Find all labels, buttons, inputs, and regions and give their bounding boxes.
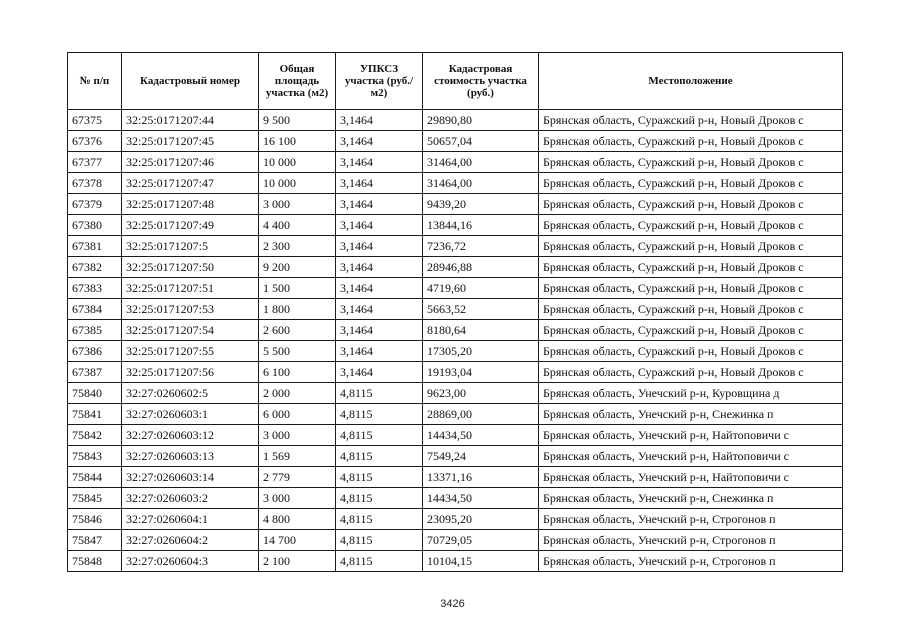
cell-area: 14 700 [259, 530, 336, 551]
cell-cadastral-cost: 29890,80 [423, 110, 539, 131]
cell-cadastral-number: 32:25:0171207:54 [122, 320, 259, 341]
table-row [68, 404, 843, 425]
cell-upksz: 3,1464 [336, 152, 423, 173]
cell-upksz: 4,8115 [336, 404, 423, 425]
header-location: Местоположение [539, 53, 843, 110]
cell-upksz: 3,1464 [336, 278, 423, 299]
cell-area: 2 779 [259, 467, 336, 488]
cell-location: Брянская область, Суражский р-н, Новый Дроков с [539, 173, 843, 194]
cell-cadastral-cost: 31464,00 [423, 152, 539, 173]
table-row [68, 320, 843, 341]
cell-cadastral-cost: 14434,50 [423, 425, 539, 446]
cell-cadastral-number: 32:27:0260604:2 [122, 530, 259, 551]
cell-upksz: 3,1464 [336, 173, 423, 194]
cell-upksz: 3,1464 [336, 320, 423, 341]
table-row [68, 215, 843, 236]
cell-upksz: 3,1464 [336, 131, 423, 152]
cell-cadastral-cost: 8180,64 [423, 320, 539, 341]
cell-cadastral-cost: 23095,20 [423, 509, 539, 530]
cell-upksz: 4,8115 [336, 425, 423, 446]
table-header-row [68, 53, 843, 110]
cell-num: 75846 [68, 509, 122, 530]
cell-cadastral-cost: 7549,24 [423, 446, 539, 467]
cell-cadastral-number: 32:25:0171207:45 [122, 131, 259, 152]
cell-upksz: 3,1464 [336, 362, 423, 383]
table-row [68, 299, 843, 320]
table-row [68, 110, 843, 131]
cell-area: 2 100 [259, 551, 336, 572]
cell-location: Брянская область, Суражский р-н, Новый Дроков с [539, 362, 843, 383]
table-row [68, 425, 843, 446]
cell-area: 3 000 [259, 488, 336, 509]
cell-area: 2 300 [259, 236, 336, 257]
cell-cadastral-cost: 28869,00 [423, 404, 539, 425]
cell-cadastral-number: 32:27:0260602:5 [122, 383, 259, 404]
cell-num: 67381 [68, 236, 122, 257]
cell-location: Брянская область, Суражский р-н, Новый Дроков с [539, 236, 843, 257]
table-row [68, 236, 843, 257]
cell-cadastral-number: 32:27:0260603:14 [122, 467, 259, 488]
cell-num: 67384 [68, 299, 122, 320]
cell-cadastral-cost: 70729,05 [423, 530, 539, 551]
cell-cadastral-number: 32:25:0171207:44 [122, 110, 259, 131]
cell-upksz: 3,1464 [336, 194, 423, 215]
cell-num: 67386 [68, 341, 122, 362]
table-row [68, 530, 843, 551]
cell-num: 67379 [68, 194, 122, 215]
cell-cadastral-cost: 9623,00 [423, 383, 539, 404]
cell-location: Брянская область, Унечский р-н, Снежинка п [539, 404, 843, 425]
table-row [68, 341, 843, 362]
cell-cadastral-cost: 5663,52 [423, 299, 539, 320]
cell-cadastral-cost: 9439,20 [423, 194, 539, 215]
cadastral-table [67, 52, 843, 572]
cell-cadastral-cost: 50657,04 [423, 131, 539, 152]
cell-num: 75843 [68, 446, 122, 467]
table-body [68, 110, 843, 572]
cell-area: 16 100 [259, 131, 336, 152]
table-row [68, 278, 843, 299]
cell-cadastral-number: 32:25:0171207:47 [122, 173, 259, 194]
cell-area: 4 800 [259, 509, 336, 530]
cell-cadastral-number: 32:25:0171207:5 [122, 236, 259, 257]
cell-area: 1 800 [259, 299, 336, 320]
cell-cadastral-number: 32:27:0260603:2 [122, 488, 259, 509]
table-row [68, 152, 843, 173]
cell-upksz: 4,8115 [336, 530, 423, 551]
cell-cadastral-number: 32:25:0171207:55 [122, 341, 259, 362]
cell-cadastral-number: 32:25:0171207:50 [122, 257, 259, 278]
cell-num: 75848 [68, 551, 122, 572]
cell-location: Брянская область, Суражский р-н, Новый Дроков с [539, 110, 843, 131]
cell-location: Брянская область, Суражский р-н, Новый Дроков с [539, 278, 843, 299]
cell-num: 67382 [68, 257, 122, 278]
cell-location: Брянская область, Суражский р-н, Новый Дроков с [539, 341, 843, 362]
table-row [68, 131, 843, 152]
cell-location: Брянская область, Унечский р-н, Найтоповичи с [539, 425, 843, 446]
cell-cadastral-number: 32:25:0171207:49 [122, 215, 259, 236]
cell-cadastral-cost: 7236,72 [423, 236, 539, 257]
cell-location: Брянская область, Унечский р-н, Найтоповичи с [539, 467, 843, 488]
cell-num: 75842 [68, 425, 122, 446]
cell-area: 9 200 [259, 257, 336, 278]
cell-location: Брянская область, Суражский р-н, Новый Дроков с [539, 194, 843, 215]
cell-location: Брянская область, Суражский р-н, Новый Дроков с [539, 257, 843, 278]
cell-area: 1 569 [259, 446, 336, 467]
table-row [68, 467, 843, 488]
cell-num: 67377 [68, 152, 122, 173]
cell-area: 9 500 [259, 110, 336, 131]
header-upksz: УПКСЗ участка (руб./м2) [336, 53, 423, 110]
cell-upksz: 3,1464 [336, 299, 423, 320]
cell-cadastral-cost: 19193,04 [423, 362, 539, 383]
cell-cadastral-cost: 17305,20 [423, 341, 539, 362]
cell-upksz: 4,8115 [336, 551, 423, 572]
cell-location: Брянская область, Унечский р-н, Строгонов п [539, 530, 843, 551]
cell-location: Брянская область, Суражский р-н, Новый Дроков с [539, 215, 843, 236]
cell-cadastral-number: 32:25:0171207:53 [122, 299, 259, 320]
cell-cadastral-number: 32:27:0260603:12 [122, 425, 259, 446]
cell-location: Брянская область, Суражский р-н, Новый Дроков с [539, 320, 843, 341]
cell-num: 67378 [68, 173, 122, 194]
header-cadastral-number: Кадастровый номер [122, 53, 259, 110]
table-row [68, 383, 843, 404]
table-row [68, 488, 843, 509]
cell-cadastral-number: 32:25:0171207:46 [122, 152, 259, 173]
cell-upksz: 4,8115 [336, 446, 423, 467]
cell-upksz: 3,1464 [336, 236, 423, 257]
cell-cadastral-cost: 13844,16 [423, 215, 539, 236]
cell-cadastral-cost: 13371,16 [423, 467, 539, 488]
cell-num: 67380 [68, 215, 122, 236]
cell-location: Брянская область, Унечский р-н, Снежинка п [539, 488, 843, 509]
cell-num: 75840 [68, 383, 122, 404]
table-row [68, 173, 843, 194]
cell-upksz: 4,8115 [336, 488, 423, 509]
cell-area: 6 100 [259, 362, 336, 383]
header-num: № п/п [68, 53, 122, 110]
cell-upksz: 3,1464 [336, 215, 423, 236]
cell-upksz: 4,8115 [336, 509, 423, 530]
cell-location: Брянская область, Унечский р-н, Строгонов п [539, 509, 843, 530]
cell-cadastral-cost: 10104,15 [423, 551, 539, 572]
cell-cadastral-number: 32:25:0171207:56 [122, 362, 259, 383]
cell-area: 6 000 [259, 404, 336, 425]
cell-location: Брянская область, Унечский р-н, Найтоповичи с [539, 446, 843, 467]
cell-area: 3 000 [259, 194, 336, 215]
cell-location: Брянская область, Унечский р-н, Куровщина д [539, 383, 843, 404]
cell-upksz: 3,1464 [336, 257, 423, 278]
header-cadastral-cost: Кадастровая стоимость участка (руб.) [423, 53, 539, 110]
cell-num: 75841 [68, 404, 122, 425]
cell-upksz: 4,8115 [336, 467, 423, 488]
cell-num: 67375 [68, 110, 122, 131]
cell-area: 3 000 [259, 425, 336, 446]
cell-location: Брянская область, Унечский р-н, Строгонов п [539, 551, 843, 572]
cell-num: 67385 [68, 320, 122, 341]
cell-cadastral-cost: 31464,00 [423, 173, 539, 194]
cell-cadastral-number: 32:27:0260604:3 [122, 551, 259, 572]
cell-area: 5 500 [259, 341, 336, 362]
cell-upksz: 3,1464 [336, 341, 423, 362]
cell-num: 75844 [68, 467, 122, 488]
table-row [68, 257, 843, 278]
cell-cadastral-cost: 4719,60 [423, 278, 539, 299]
cell-area: 4 400 [259, 215, 336, 236]
header-area: Общая площадь участка (м2) [259, 53, 336, 110]
table-row [68, 551, 843, 572]
cell-cadastral-number: 32:25:0171207:48 [122, 194, 259, 215]
cell-upksz: 4,8115 [336, 383, 423, 404]
table-row [68, 446, 843, 467]
cell-area: 2 600 [259, 320, 336, 341]
cell-cadastral-cost: 28946,88 [423, 257, 539, 278]
cell-num: 67383 [68, 278, 122, 299]
table-row [68, 362, 843, 383]
cell-location: Брянская область, Суражский р-н, Новый Дроков с [539, 131, 843, 152]
cell-area: 1 500 [259, 278, 336, 299]
cell-cadastral-cost: 14434,50 [423, 488, 539, 509]
cell-area: 10 000 [259, 173, 336, 194]
cell-cadastral-number: 32:27:0260603:13 [122, 446, 259, 467]
table-row [68, 509, 843, 530]
cell-location: Брянская область, Суражский р-н, Новый Дроков с [539, 299, 843, 320]
cell-cadastral-number: 32:27:0260603:1 [122, 404, 259, 425]
table-row [68, 194, 843, 215]
cell-location: Брянская область, Суражский р-н, Новый Дроков с [539, 152, 843, 173]
cell-cadastral-number: 32:27:0260604:1 [122, 509, 259, 530]
cell-num: 67387 [68, 362, 122, 383]
cell-num: 75847 [68, 530, 122, 551]
cell-num: 67376 [68, 131, 122, 152]
page-number: 3426 [440, 598, 465, 610]
cell-area: 2 000 [259, 383, 336, 404]
cell-cadastral-number: 32:25:0171207:51 [122, 278, 259, 299]
cell-num: 75845 [68, 488, 122, 509]
cell-area: 10 000 [259, 152, 336, 173]
cell-upksz: 3,1464 [336, 110, 423, 131]
